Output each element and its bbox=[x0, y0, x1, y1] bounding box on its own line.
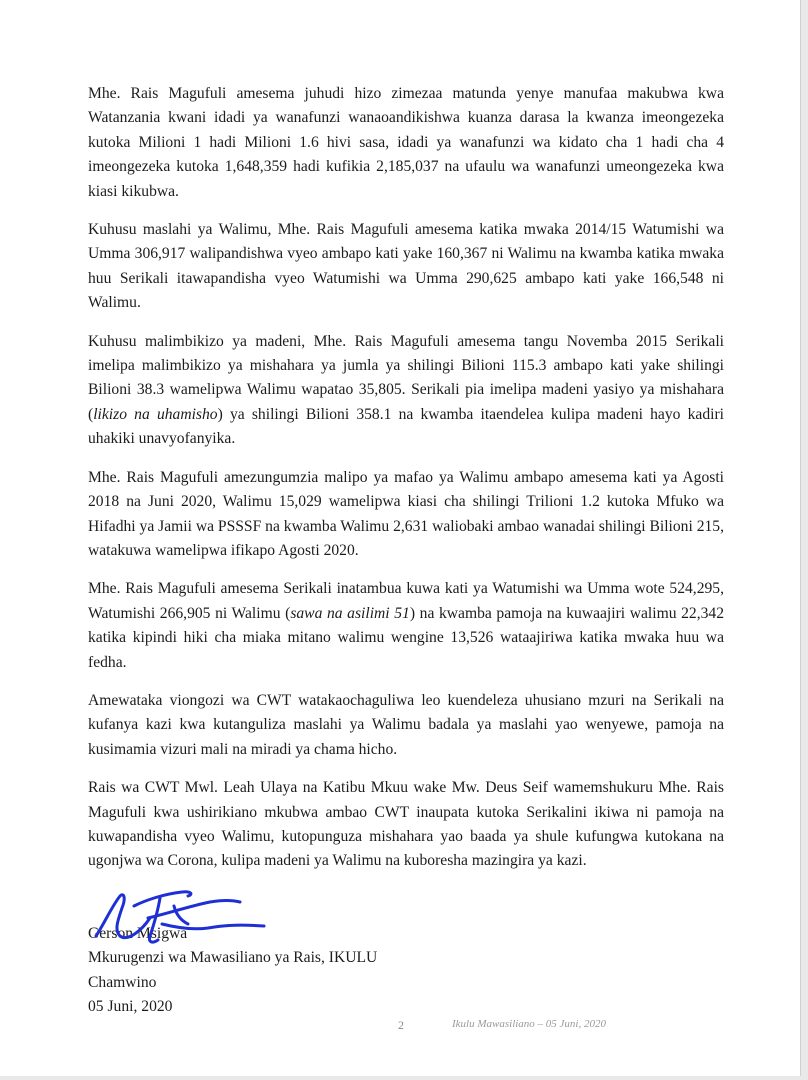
paragraph-text: Mhe. Rais Magufuli amesema Serikali inatambua kuwa kati ya Watumishi wa Umma wote 524,295, Watumishi 266,905 ni Walimu ( bbox=[88, 580, 724, 622]
paragraph-text: ) ya shilingi Bilioni 358.1 na kwamba itaendelea kulipa madeni hayo kadiri uhakiki unavyofanyika. bbox=[88, 405, 724, 448]
paragraph bbox=[88, 218, 724, 316]
italic-text: sawa na asilimi 51 bbox=[290, 604, 410, 622]
paragraph bbox=[88, 689, 724, 762]
signatory-place: Chamwino bbox=[88, 973, 157, 991]
paragraph-text: ) na kwamba pamoja na kuwaajiri walimu 22,342 katika kipindi hiki cha miaka mitano walimu wengine 13,526 wataajiriwa katika mwaka huu wa fedha. bbox=[88, 604, 724, 671]
handwritten-signature bbox=[90, 884, 270, 954]
paragraph-text: Rais wa CWT Mwl. Leah Ulaya na Katibu Mkuu wake Mw. Deus Seif wamemshukuru Mhe. Rais Magufuli kwa ushirikiano mkubwa ambao CWT inaupata kutoka Serikalini ikiwa ni pamoja na kuwapandisha vyeo Walimu, kutopunguza mishahara yao baada ya shule kufungwa kutokana na ugonjwa wa Corona, kulipa madeni ya Walimu na kuboresha mazingira ya kazi. bbox=[88, 779, 724, 870]
paragraph bbox=[88, 330, 724, 452]
paragraph bbox=[88, 776, 724, 874]
body-text bbox=[88, 82, 724, 888]
paragraph bbox=[88, 577, 724, 675]
italic-text: likizo na uhamisho bbox=[93, 405, 218, 423]
paragraph bbox=[88, 82, 724, 204]
signatory-title: Mkurugenzi wa Mawasiliano ya Rais, IKULU bbox=[88, 949, 378, 967]
paragraph-text: Kuhusu malimbikizo ya madeni, Mhe. Rais Magufuli amesema tangu Novemba 2015 Serikali imelipa malimbikizo ya mishahara ya jumla ya shilingi Bilioni 115.3 ambapo kati yake shilingi Bilioni 38.3 wamelipwa Walimu wapatao 35,805. Serikali pia imelipa madeni yasiyo ya mishahara ( bbox=[88, 332, 724, 423]
paragraph-text: Mhe. Rais Magufuli amesema juhudi hizo zimezaa matunda yenye manufaa makubwa kwa Watanzania kwani idadi ya wanafunzi wanaoandikishwa kuanza darasa la kwanza imeongezeka kutoka Milioni 1 hadi Milioni 1.6 hivi sasa, idadi ya wanafunzi wa kidato cha 1 hadi cha 4 imeongezeka kutoka 1,648,359 hadi kufikia 2,185,037 na ufaulu wa wanafunzi umeongezeka kwa kiasi kikubwa. bbox=[88, 85, 724, 200]
footer-note: Ikulu Mawasiliano – 05 Juni, 2020 bbox=[452, 1018, 606, 1030]
paragraph-text: Mhe. Rais Magufuli amezungumzia malipo ya mafao ya Walimu ambapo amesema kati ya Agosti 2018 na Juni 2020, Walimu 15,029 wamelipwa kiasi cha shilingi Trilioni 1.2 kutoka Mfuko wa Hifadhi ya Jamii wa PSSSF na kwamba Walimu 2,631 waliobaki ambao wanadai shilingi Bilioni 215, watakuwa wamelipwa ifikapo Agosti 2020. bbox=[88, 468, 725, 559]
paragraph-text: Kuhusu maslahi ya Walimu, Mhe. Rais Magufuli amesema katika mwaka 2014/15 Watumishi wa Umma 306,917 walipandishwa vyeo ambapo kati yake 160,367 ni Walimu na kwamba katika mwaka huu Serikali itawapandisha vyeo Watumishi wa Umma 290,625 ambapo kati yake 166,548 ni Walimu. bbox=[88, 221, 724, 312]
signatory-name: Gerson Msigwa bbox=[88, 925, 188, 942]
signature-date: 05 Juni, 2020 bbox=[88, 998, 173, 1016]
paragraph-text: Amewataka viongozi wa CWT watakaochaguliwa leo kuendeleza uhusiano mzuri na Serikali na kufanya kazi kwa kutanguliza maslahi ya Walimu badala ya maslahi yao wenyewe, pamoja na kusimamia vizuri mali na miradi ya chama hicho. bbox=[88, 691, 724, 758]
paragraph bbox=[88, 466, 724, 564]
page-number: 2 bbox=[398, 1018, 404, 1032]
